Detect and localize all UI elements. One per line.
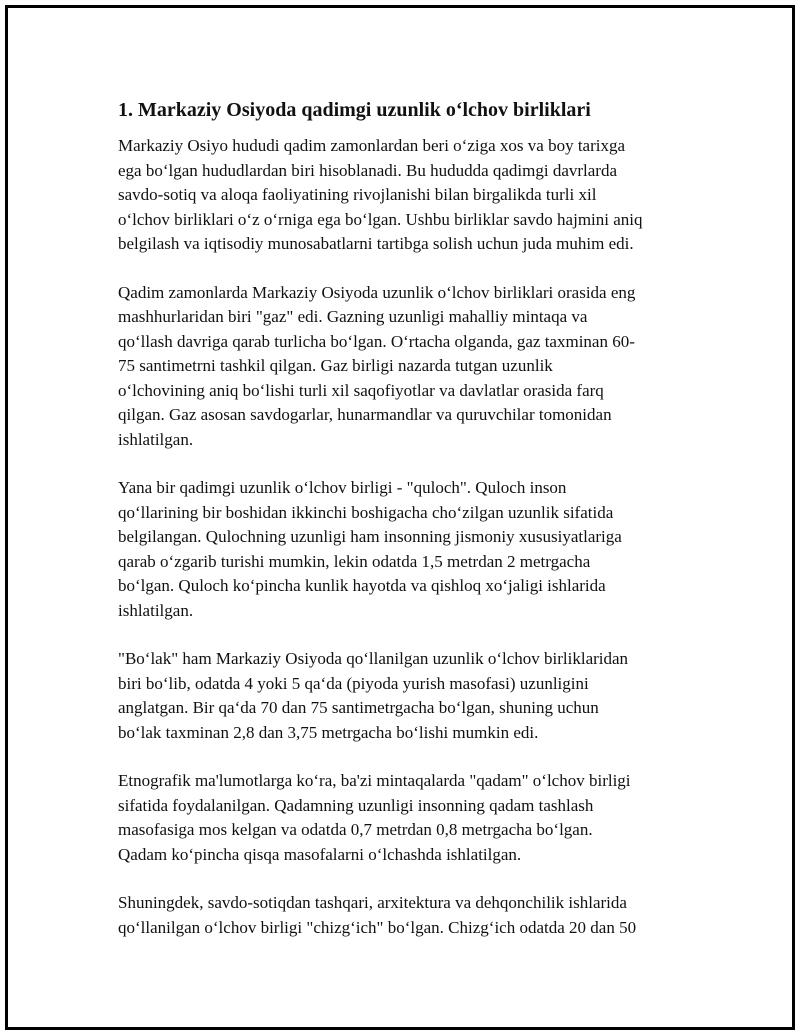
paragraph-line: ishlatilgan. [118, 429, 194, 449]
paragraph-chizgich [118, 891, 698, 940]
paragraph-line: boʻlak taxminan 2,8 dan 3,75 metrgacha boʻlishi mumkin edi. [118, 722, 539, 742]
paragraph-line: ega boʻlgan hududlardan biri hisoblanadi. Bu hududda qadimgi davrlarda [118, 160, 618, 180]
paragraph-line: anglatgan. Bir qaʻda 70 dan 75 santimetrgacha boʻlgan, shuning uchun [118, 698, 599, 717]
paragraph-line: qarab oʻzgarib turishi mumkin, lekin odatda 1,5 metrdan 2 metrgacha [118, 551, 591, 571]
document-page [5, 5, 795, 1030]
paragraph-line: masofasiga mos kelgan va odatda 0,7 metrdan 0,8 metrgacha boʻlgan. [118, 820, 593, 839]
paragraph-line: Qadam koʻpincha qisqa masofalarni oʻlchashda ishlatilgan. [118, 844, 522, 864]
paragraph-line: "Boʻlak" ham Markaziy Osiyoda qoʻllanilgan uzunlik oʻlchov birliklaridan [118, 649, 629, 668]
paragraph-bolak [118, 647, 698, 745]
paragraph-line: Qadim zamonlarda Markaziy Osiyoda uzunlik oʻlchov birliklari orasida eng [118, 282, 636, 302]
section-heading: 1. Markaziy Osiyoda qadimgi uzunlik oʻlchov birliklari [118, 99, 591, 121]
paragraph-line: oʻlchovining aniq boʻlishi turli xil saqofiyotlar va davlatlar orasida farq [118, 380, 604, 400]
paragraph-line: 75 santimetrni tashkil qilgan. Gaz birligi nazarda tutgan uzunlik [118, 356, 553, 375]
paragraph-line: biri boʻlib, odatda 4 yoki 5 qaʻda (piyoda yurish masofasi) uzunligini [118, 673, 589, 693]
paragraph-line: Yana bir qadimgi uzunlik oʻlchov birligi - "quloch". Quloch inson [118, 478, 567, 497]
paragraph-qadam [118, 769, 698, 867]
paragraph-intro [118, 134, 698, 257]
paragraph-line: belgilangan. Qulochning uzunligi ham insonning jismoniy xususiyatlariga [118, 527, 622, 546]
paragraph-line: oʻlchov birliklari oʻz oʻrniga ega boʻlgan. Ushbu birliklar savdo hajmini aniq [118, 209, 643, 229]
paragraph-gaz [118, 281, 698, 453]
paragraph-line: Shuningdek, savdo-sotiqdan tashqari, arxitektura va dehqonchilik ishlarida [118, 893, 627, 912]
paragraph-line: qoʻllanilgan oʻlchov birligi "chizgʻich" boʻlgan. Chizgʻich odatda 20 dan 50 [118, 917, 637, 937]
paragraph-line: sifatida foydalanilgan. Qadamning uzunligi insonning qadam tashlash [118, 795, 594, 815]
paragraph-line: belgilash va iqtisodiy munosabatlarni tartibga solish uchun juda muhim edi. [118, 234, 634, 253]
document-body [118, 96, 698, 964]
paragraph-line: savdo-sotiq va aloqa faoliyatining rivojlanishi bilan birgalikda turli xil [118, 185, 597, 204]
paragraph-line: Markaziy Osiyo hududi qadim zamonlardan beri oʻziga xos va boy tarixga [118, 136, 626, 155]
paragraph-line: qilgan. Gaz asosan savdogarlar, hunarmandlar va quruvchilar tomonidan [118, 405, 612, 424]
paragraph-line: qoʻllarining bir boshidan ikkinchi boshigacha choʻzilgan uzunlik sifatida [118, 502, 614, 522]
paragraph-line: ishlatilgan. [118, 600, 194, 620]
paragraph-quloch [118, 476, 698, 623]
paragraph-line: mashhurlaridan biri "gaz" edi. Gazning uzunligi mahalliy mintaqa va [118, 307, 588, 326]
paragraph-line: Etnografik ma'lumotlarga koʻra, ba'zi mintaqalarda "qadam" oʻlchov birligi [118, 771, 631, 790]
paragraph-line: qoʻllash davriga qarab turlicha boʻlgan. Oʻrtacha olganda, gaz taxminan 60- [118, 331, 635, 351]
paragraph-line: boʻlgan. Quloch koʻpincha kunlik hayotda va qishloq xoʻjaligi ishlarida [118, 576, 606, 595]
